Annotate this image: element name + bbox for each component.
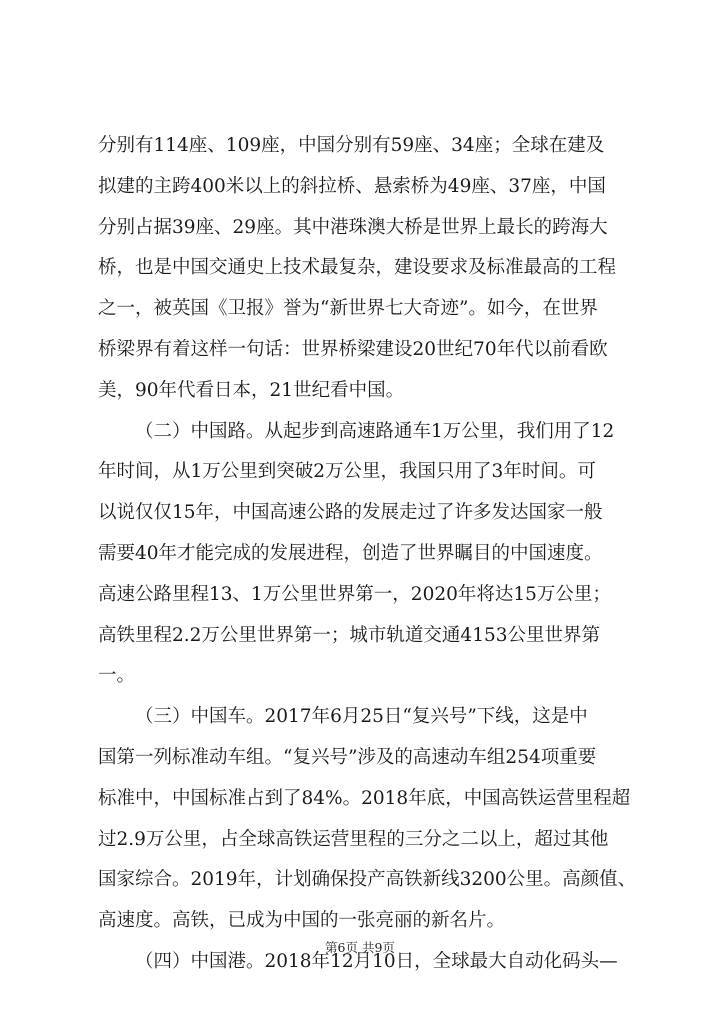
- text-line: 桥，也是中国交通史上技术最复杂，建设要求及标准最高的工程: [98, 257, 617, 279]
- paragraph-start-line: （三）中国车。2017年6月25日“复兴号”下线，这是中: [135, 706, 588, 728]
- text-line: 需要40年才能完成的发展进程，创造了世界瞩目的中国速度。: [98, 542, 603, 564]
- text-line: 分别有114座、109座，中国分别有59座、34座；全球在建及: [98, 135, 605, 156]
- text-line: 高速公路里程13、1万公里世界第一，2020年将达15万公里；: [98, 583, 611, 605]
- text-line: 年时间，从1万公里到突破2万公里，我国只用了3年时间。可: [98, 461, 596, 483]
- text-line: 分别占据39座、29座。其中港珠澳大桥是世界上最长的跨海大: [98, 216, 608, 238]
- paragraph-start-line: （二）中国路。从起步到高速路通车1万公里，我们用了12: [135, 420, 615, 442]
- text-line: 之一，被英国《卫报》誉为“新世界七大奇迹”。如今，在世界: [98, 298, 598, 320]
- text-line: 拟建的主跨400米以上的斜拉桥、悬索桥为49座、37座，中国: [98, 175, 606, 197]
- page-number-footer: 第6页 共9页: [325, 940, 395, 955]
- text-line: 美，90年代看日本，21世纪看中国。: [98, 379, 405, 401]
- text-line: 桥梁界有着这样一句话：世界桥梁建设20世纪70年代以前看欧: [98, 338, 608, 360]
- text-line: 以说仅仅15年，中国高速公路的发展走过了许多发达国家一般: [98, 502, 603, 524]
- text-line: 一。: [98, 665, 136, 687]
- text-line: 过2.9万公里，占全球高铁运营里程的三分之二以上，超过其他: [98, 828, 609, 850]
- text-line: 高速度。高铁，已成为中国的一张亮丽的新名片。: [98, 910, 506, 932]
- text-line: 国第一列标准动车组。“复兴号”涉及的高速动车组254项重要: [98, 746, 597, 768]
- body-text: [98, 126, 637, 983]
- text-line: 高铁里程2.2万公里世界第一；城市轨道交通4153公里世界第: [98, 624, 601, 646]
- text-line: 标准中，中国标准占到了84%。2018年底，中国高铁运营里程超: [98, 787, 631, 809]
- paragraph-start-line: （四）中国港。2018年12月10日，全球最大自动化码头—: [135, 950, 618, 972]
- text-line: 国家综合。2019年，计划确保投产高铁新线3200公里。高颜值、: [98, 869, 637, 891]
